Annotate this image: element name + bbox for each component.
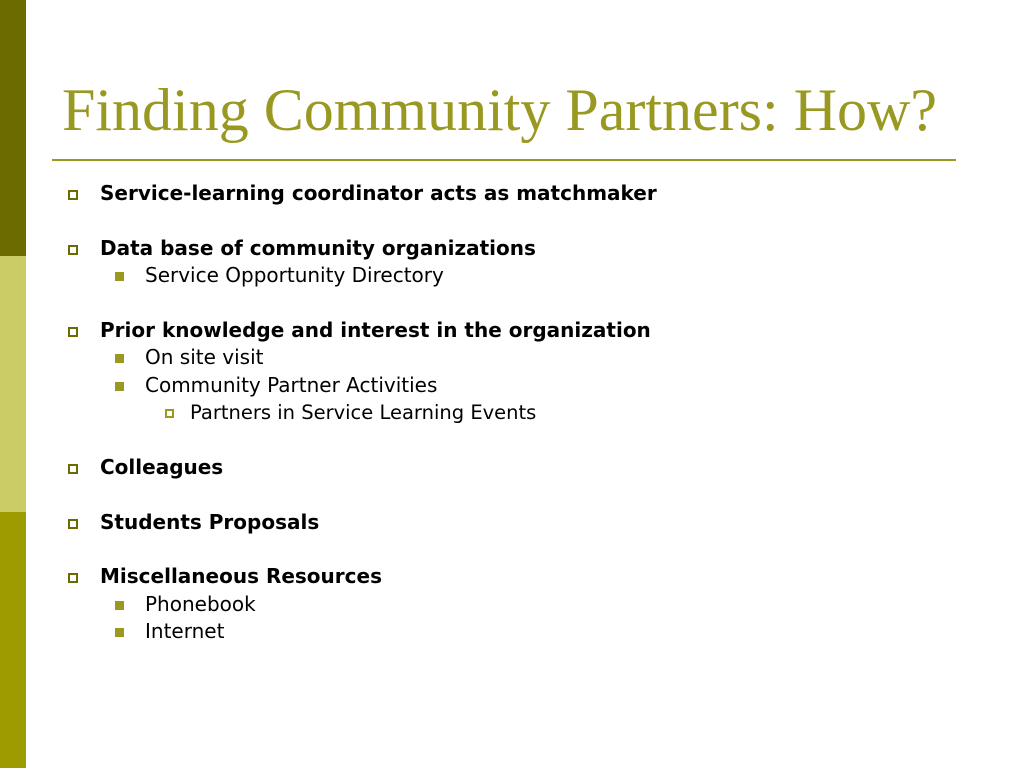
bullet-item-level-1 xyxy=(62,563,962,590)
bullet-item-level-2 xyxy=(62,262,962,289)
hollow-square-bullet-icon xyxy=(68,327,78,337)
bullet-item-level-1 xyxy=(62,509,962,536)
slide-title: Finding Community Partners: How? xyxy=(62,77,937,143)
bullet-text: Data base of community organizations xyxy=(100,235,536,260)
bullet-text: On site visit xyxy=(145,345,264,370)
hollow-square-bullet-icon xyxy=(68,573,78,583)
bullet-text: Prior knowledge and interest in the organization xyxy=(100,317,651,342)
solid-square-bullet-icon xyxy=(115,272,124,281)
bullet-text: Colleagues xyxy=(100,454,224,479)
bullet-text: Service-learning coordinator acts as matchmaker xyxy=(100,181,657,205)
solid-square-bullet-icon xyxy=(115,354,124,363)
hollow-square-bullet-icon xyxy=(68,190,78,200)
bullet-text: Students Proposals xyxy=(100,509,320,534)
bullet-item-level-2 xyxy=(62,372,962,399)
bullet-list xyxy=(62,180,962,646)
bullet-text: Miscellaneous Resources xyxy=(100,564,382,589)
bullet-item-level-1 xyxy=(62,235,962,262)
bullet-item-level-1 xyxy=(62,454,962,481)
solid-square-bullet-icon xyxy=(115,382,124,391)
sidebar-band-top xyxy=(0,0,26,256)
bullet-text: Partners in Service Learning Events xyxy=(190,401,537,425)
bullet-item-level-2 xyxy=(62,344,962,371)
sidebar-band-bottom xyxy=(0,512,26,768)
bullet-item-level-3 xyxy=(62,399,962,426)
solid-square-bullet-icon xyxy=(115,601,124,610)
bullet-text: Service Opportunity Directory xyxy=(145,263,444,288)
hollow-square-bullet-icon xyxy=(68,519,78,529)
bullet-text: Phonebook xyxy=(145,591,256,616)
sidebar-band-middle xyxy=(0,256,26,512)
small-hollow-square-bullet-icon xyxy=(165,409,174,418)
bullet-item-level-2 xyxy=(62,618,962,645)
bullet-item-level-1 xyxy=(62,180,962,207)
title-underline xyxy=(52,159,956,161)
bullet-text: Community Partner Activities xyxy=(145,372,438,397)
hollow-square-bullet-icon xyxy=(68,464,78,474)
bullet-item-level-1 xyxy=(62,317,962,344)
hollow-square-bullet-icon xyxy=(68,245,78,255)
solid-square-bullet-icon xyxy=(115,628,124,637)
bullet-text: Internet xyxy=(145,619,225,644)
bullet-item-level-2 xyxy=(62,591,962,618)
